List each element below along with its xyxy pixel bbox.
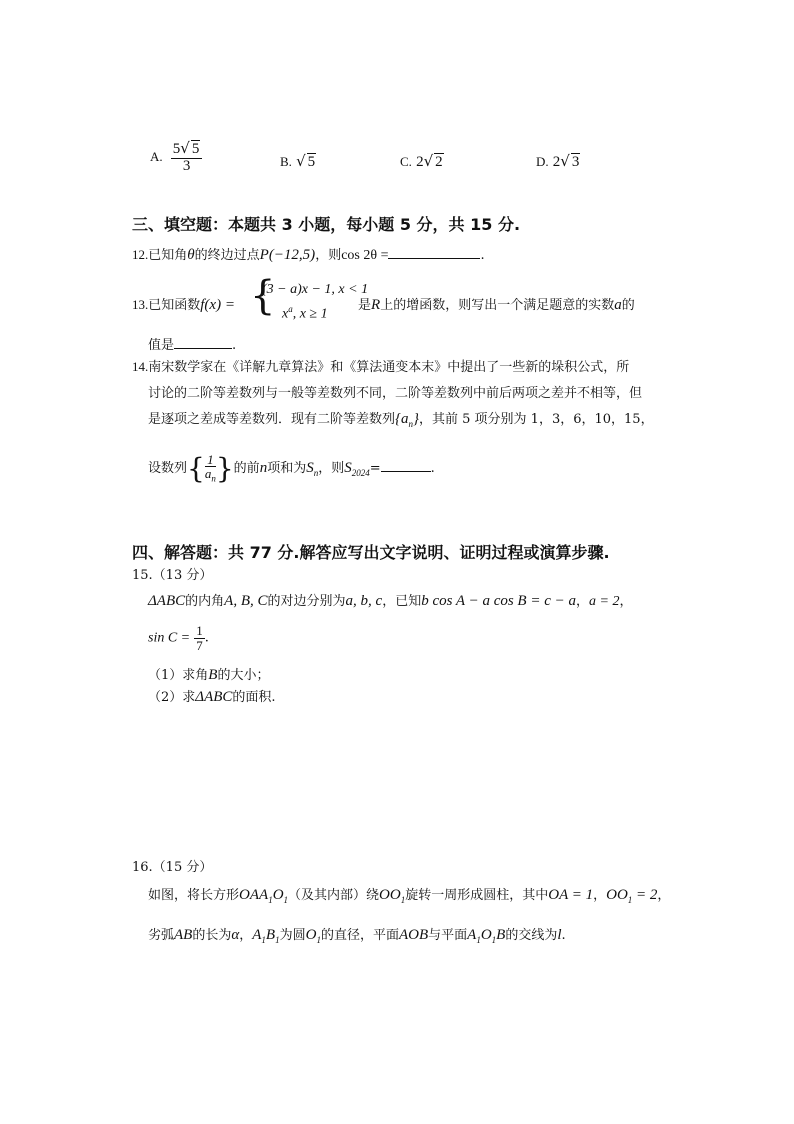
section-4-heading: 四、解答题：共 77 分.解答应写出文字说明、证明过程或演算步骤. <box>132 543 610 562</box>
option-a-label: A. <box>150 148 163 164</box>
question-14-line1: 14.南宋数学家在《详解九章算法》和《算法通变本末》中提出了一些新的垛积公式，所 <box>132 359 630 375</box>
option-b: B. √ 5 <box>280 152 316 170</box>
question-13-line2: 值是 . <box>148 334 236 353</box>
question-14-line4: 设数列{ $\frac{1}{a_n}$ }的前n项和为$S_n$，则$S_{2024}=$ . <box>148 451 435 485</box>
answer-blank-12[interactable] <box>388 244 480 259</box>
option-d: D. 2√ 3 <box>536 152 580 170</box>
question-16-title: 16.（15 分） <box>132 860 213 875</box>
option-a <box>150 140 202 175</box>
question-16-line1: 如图，将长方形$OAA_1O_1$（及其内部）绕$OO_1$旋转一周形成圆柱，其中OA = 1，$OO_1 = 2$， <box>148 887 671 905</box>
question-12: 12.已知角θ的终边过点P(−12,5)，则cos 2θ = . <box>132 244 485 264</box>
question-16-line2: 劣弧AB的长为α，$A_1B_1$为圆$O_1$的直径，平面AOB与平面$A_1O_1B$的交线为l. <box>148 927 566 945</box>
option-a-fraction: $\frac{5√ 5}{3}$ <box>171 140 203 175</box>
section-3-heading: 三、填空题：本题共 3 小题，每小题 5 分，共 15 分. <box>132 215 521 234</box>
piecewise-brace: { <box>250 273 276 319</box>
question-15-part1: （1）求角B的大小； <box>148 667 270 683</box>
question-15-title: 15.（13 分） <box>132 568 213 583</box>
question-14-line2: 讨论的二阶等差数列与一般等差数列不同，二阶等差数列中前后两项之差并不相等，但 <box>148 386 643 401</box>
question-14-line3: 是逐项之差成等差数列．现有二阶等差数列$\{a_n\}$，其前 5 项分别为 1，3，6，10，15， <box>148 411 654 429</box>
question-15-line2: sin C = $\frac{1}{7}$ . <box>148 623 209 653</box>
answer-blank-14[interactable] <box>381 457 431 472</box>
question-15-part2: （2）求ΔABC的面积. <box>148 689 276 705</box>
option-c: C. 2√ 2 <box>400 152 443 170</box>
question-15-line1: ΔABC的内角A, B, C的对边分别为a, b, c，已知b cos A − a cos B = c − a，a = 2， <box>148 593 633 609</box>
answer-blank-13[interactable] <box>174 334 232 349</box>
